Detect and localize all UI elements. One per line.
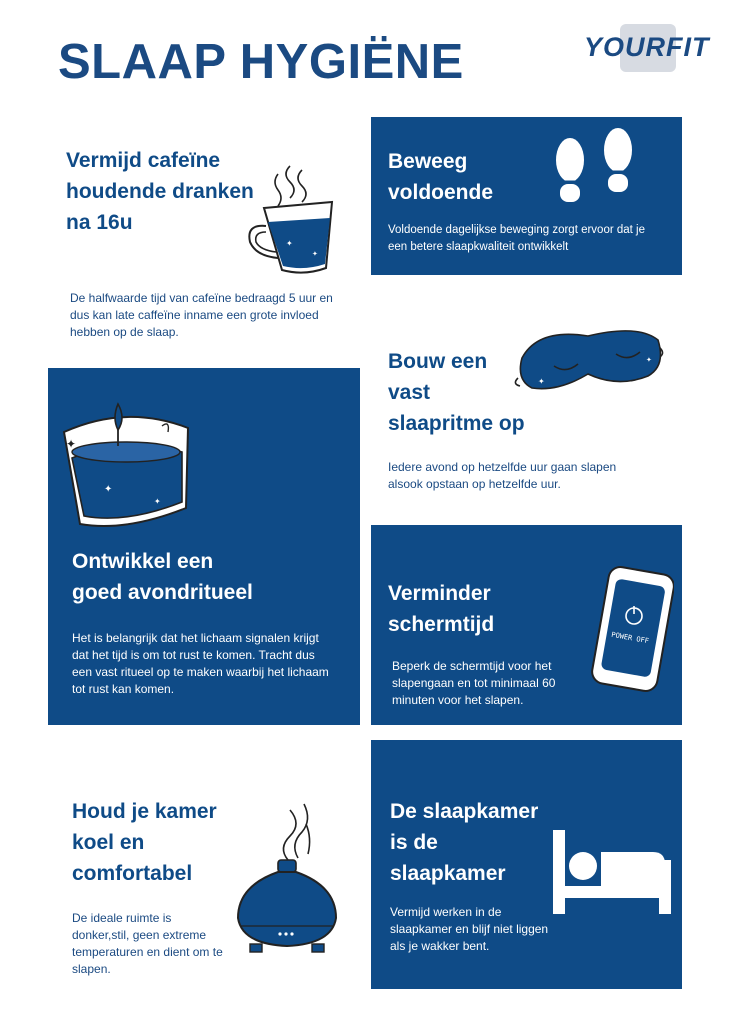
phone-power-label: POWER OFF: [610, 630, 650, 646]
sleep-mask-icon: [508, 318, 668, 400]
svg-text:✦: ✦: [646, 356, 652, 364]
phone-icon: [582, 566, 674, 694]
tip-title-beweeg: Beweeg voldoende: [388, 150, 494, 204]
tip-title-avondritueel: Ontwikkel een goed avondritueel: [72, 550, 253, 604]
svg-text:✦: ✦: [154, 497, 161, 506]
tip-text-cafeine: De halfwaarde tijd van cafeïne bedraagd 5 uur en dus kan late caffeïne inname een grote invloed hebben op de slaap.: [70, 291, 333, 339]
brand-logo: YOURFIT: [584, 32, 710, 62]
tip-text-kamer: De ideale ruimte is donker,stil, geen extreme temperaturen en dient om te slapen.: [72, 911, 223, 976]
tip-title-cafeine: Vermijd cafeïne houdende dranken na 16u: [66, 149, 254, 234]
tip-title-kamer: Houd je kamer koel en comfortabel: [72, 800, 217, 885]
tip-title-slaapkamer: De slaapkamer is de slaapkamer: [390, 800, 539, 885]
svg-text:✦: ✦: [104, 484, 113, 495]
coffee-mug-icon: [246, 160, 336, 280]
svg-text:✦: ✦: [312, 250, 318, 258]
footprints-icon: [550, 126, 640, 210]
tip-text-schermtijd: Beperk de schermtijd voor het slapengaan en tot minimaal 60 minuten voor het slapen.: [392, 659, 556, 707]
tip-text-beweeg: Voldoende dagelijkse beweging zorgt ervoor dat je een betere slaapkwaliteit ontwikkelt: [388, 224, 646, 253]
candle-icon: [58, 396, 200, 532]
tip-text-slaapritme: Iedere avond op hetzelfde uur gaan slapen alsook opstaan op hetzelfde uur.: [388, 460, 617, 491]
svg-text:✦: ✦: [66, 437, 77, 451]
bed-icon: [553, 830, 673, 914]
svg-text:✦: ✦: [286, 239, 293, 248]
tip-title-slaapritme: Bouw een vast slaapritme op: [388, 350, 525, 435]
page-title: SLAAP HYGIËNE: [58, 35, 464, 89]
tip-text-avondritueel: Het is belangrijk dat het lichaam signalen krijgt dat het tijd is om tot rust te komen. Tracht dus een vast ritueel op te maken waarbij het lichaam tot rust kan komen.: [72, 631, 329, 696]
tip-title-schermtijd: Verminder schermtijd: [388, 582, 495, 636]
tip-text-slaapkamer: Vermijd werken in de slaapkamer en blijf niet liggen als je wakker bent.: [390, 905, 549, 953]
svg-text:✦: ✦: [538, 377, 545, 386]
diffuser-icon: [232, 786, 342, 956]
